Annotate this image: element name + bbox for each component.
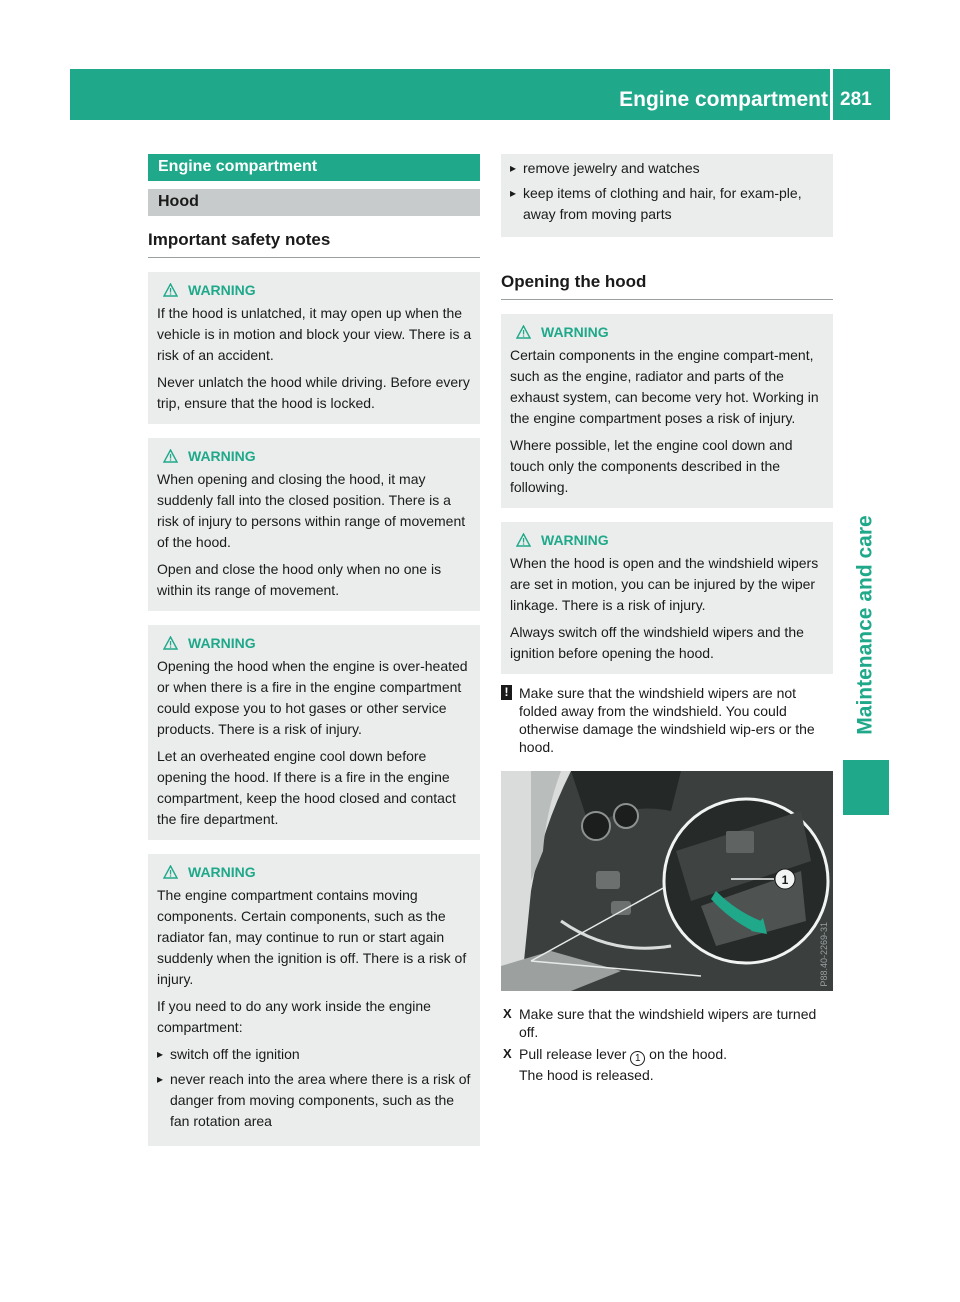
heading-opening-hood: Opening the hood	[501, 258, 833, 300]
warning-triangle-icon	[516, 325, 531, 339]
list-item: ▸ never reach into the area where there is a risk of danger from moving components, such as the fan rotation area	[157, 1069, 472, 1132]
warning-text: Certain components in the engine compart-ment, such as the engine, radiator and parts of the exhaust system, can become very hot. Working in the engine compartment poses a risk of injury.	[510, 347, 819, 426]
warning-box	[148, 438, 480, 611]
list-item: ▸ keep items of clothing and hair, for exam-ple, away from moving parts	[510, 183, 825, 225]
warning-text: Open and close the hood only when no one is within its range of movement.	[157, 561, 442, 598]
hood-release-illustration	[501, 771, 833, 991]
figure-code: P88.40-2269-31	[819, 922, 829, 987]
side-tab-label: Maintenance and care	[854, 515, 878, 735]
warning-text: If you need to do any work inside the engine compartment:	[157, 998, 431, 1035]
warning-bullet-list	[157, 1044, 472, 1132]
left-column	[148, 154, 480, 1146]
caution-text: Make sure that the windshield wipers are not folded away from the windshield. You could otherwise damage the windshield wip-ers or the hood.	[519, 685, 815, 755]
section-title: Engine compartment	[148, 154, 480, 181]
running-header-title: Engine compartment	[619, 88, 828, 111]
warning-text: If the hood is unlatched, it may open up when the vehicle is in motion and block your view. There is a risk of an accident.	[157, 305, 472, 363]
instruction-step: X Make sure that the windshield wipers are turned off.	[501, 1005, 833, 1041]
warning-triangle-icon	[163, 449, 178, 463]
figure-callout-label: 1	[781, 873, 789, 887]
warning-text: Never unlatch the hood while driving. Before every trip, ensure that the hood is locked.	[157, 374, 470, 411]
subsection-title: Hood	[148, 189, 480, 216]
warning-title: WARNING	[510, 322, 825, 342]
list-item: ▸ remove jewelry and watches	[510, 158, 825, 179]
warning-title: WARNING	[157, 446, 472, 466]
warning-title: WARNING	[510, 530, 825, 550]
right-column	[501, 154, 833, 1088]
warning-text: When opening and closing the hood, it may suddenly fall into the closed position. There is a risk of injury to persons within range of movement of the hood.	[157, 471, 466, 550]
warning-title: WARNING	[157, 633, 472, 653]
warning-text: When the hood is open and the windshield wipers are set in motion, you can be injured by the wiper linkage. There is a risk of injury.	[510, 555, 819, 613]
warning-box	[501, 314, 833, 508]
caution-icon: !	[501, 685, 512, 700]
caution-note	[501, 684, 833, 756]
instruction-step: X Pull release lever 1 on the hood. The hood is released.	[501, 1045, 833, 1084]
header-divider	[830, 69, 833, 120]
warning-box	[148, 272, 480, 424]
warning-title: WARNING	[157, 862, 472, 882]
warning-box	[148, 854, 480, 1146]
warning-text: Where possible, let the engine cool down and touch only the components described in the following.	[510, 437, 793, 495]
warning-title: WARNING	[157, 280, 472, 300]
list-item: ▸ switch off the ignition	[157, 1044, 472, 1065]
page-number: 281	[840, 89, 872, 110]
warning-triangle-icon	[163, 283, 178, 297]
step-result: The hood is released.	[519, 1067, 654, 1083]
hood-release-figure	[501, 771, 833, 991]
warning-box-continued	[501, 154, 833, 237]
warning-triangle-icon	[516, 533, 531, 547]
side-tab-marker	[843, 760, 889, 815]
warning-text: Let an overheated engine cool down before opening the hood. If there is a fire in the engine compartment, keep the hood closed and contact the fire department.	[157, 748, 456, 827]
warning-text: The engine compartment contains moving components. Certain components, such as the radiator fan, may continue to run or start again suddenly when the ignition is off. There is a risk of injury.	[157, 887, 467, 987]
warning-triangle-icon	[163, 865, 178, 879]
warning-text: Opening the hood when the engine is over-heated or when there is a fire in the engine compartment could expose you to hot gases or other service products. There is a risk of injury.	[157, 658, 468, 737]
heading-safety-notes: Important safety notes	[148, 216, 480, 258]
warning-text: Always switch off the windshield wipers and the ignition before opening the hood.	[510, 624, 804, 661]
instruction-steps	[501, 1005, 833, 1084]
side-tab	[843, 500, 889, 750]
warning-box	[501, 522, 833, 674]
callout-marker: 1	[630, 1051, 645, 1066]
warning-triangle-icon	[163, 636, 178, 650]
warning-box	[148, 625, 480, 840]
warning-bullet-list	[510, 158, 825, 225]
